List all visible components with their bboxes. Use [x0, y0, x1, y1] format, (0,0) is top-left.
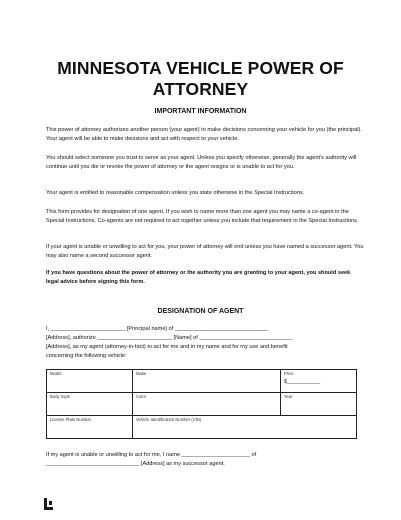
- paragraph-authorization: This power of attorney authorizes another person (your agent) to make decisions concerning your vehicle for you (the principal). Your agent will be able to make decisions and act with respect to your vehicle.: [46, 127, 362, 142]
- title-line-2: ATTORNEY: [152, 79, 249, 99]
- document-title: [20, 58, 381, 100]
- vehicle-table: [46, 369, 357, 439]
- year-label: Year: [284, 394, 293, 399]
- brand-logo-icon: [44, 498, 56, 510]
- successor-address-line: ______________________________ [Address] as my successor agent.: [46, 461, 225, 467]
- designation-principal-line: I, ________________________ [Principal name] of ______________________________: [46, 326, 269, 332]
- paragraph-compensation: Your agent is entitled to reasonable compensation unless you state otherwise in the Special Instructions.: [46, 190, 305, 196]
- designation-agent-line: [Address], authorize ________________________ [Name] of ______________________________: [46, 335, 293, 341]
- designation-heading: DESIGNATION OF AGENT: [157, 308, 244, 315]
- paragraph-select-agent: You should select someone you trust to serve as your agent. Unless you specify otherwise, generally the agent's authority will continue until you die or revoke the power of attorney or the agent resigns or is unable to act for you.: [46, 155, 357, 170]
- license-plate-cell[interactable]: [47, 416, 133, 439]
- paragraph-co-agent: This form provides for designation of one agent. If you wish to name more than one agent you may name a co-agent in the Special Instructions. Co-agents are not required to act together unless you include that requirement in the Special Instructions.: [46, 209, 359, 224]
- vin-label: Vehicle Identification Number (VIN): [136, 417, 202, 422]
- license-plate-label: License Plate Number: [50, 417, 92, 422]
- paragraph-legal-advice: If you have questions about the power of attorney or the authority you are granting to your agent, you should seek legal advice before signing this form.: [46, 270, 351, 285]
- vin-cell[interactable]: [133, 416, 357, 439]
- vehicle-row-2: [47, 393, 357, 416]
- designation-vehicle-line: concerning the following vehicle:: [46, 353, 127, 359]
- price-label: Price: [284, 371, 294, 376]
- color-cell[interactable]: [133, 393, 281, 416]
- important-information-heading: IMPORTANT INFORMATION: [154, 108, 247, 115]
- designation-address-line: [Address], as my agent (attorney-in-fact) to act for me and in my name and for my use and benefit: [46, 344, 288, 350]
- vehicle-row-3: [47, 416, 357, 439]
- title-line-1: MINNESOTA VEHICLE POWER OF: [57, 58, 344, 78]
- model-label: Model: [50, 371, 62, 376]
- successor-agent-line: If my agent is unable or unwilling to act for me, I name ______________________ of: [46, 452, 257, 458]
- year-cell[interactable]: [281, 393, 357, 416]
- paragraph-successor: If your agent is unable or unwilling to act for you, your power of attorney will end unless you have named a successor agent. You may also name a second successor agent.: [46, 244, 364, 259]
- body-style-label: Body Style: [50, 394, 71, 399]
- make-label: Make: [136, 371, 147, 376]
- price-value: $____________: [284, 379, 321, 385]
- model-cell[interactable]: [47, 370, 133, 393]
- make-cell[interactable]: [133, 370, 281, 393]
- body-style-cell[interactable]: [47, 393, 133, 416]
- price-cell[interactable]: [281, 370, 357, 393]
- color-label: Color: [136, 394, 147, 399]
- vehicle-row-1: [47, 370, 357, 393]
